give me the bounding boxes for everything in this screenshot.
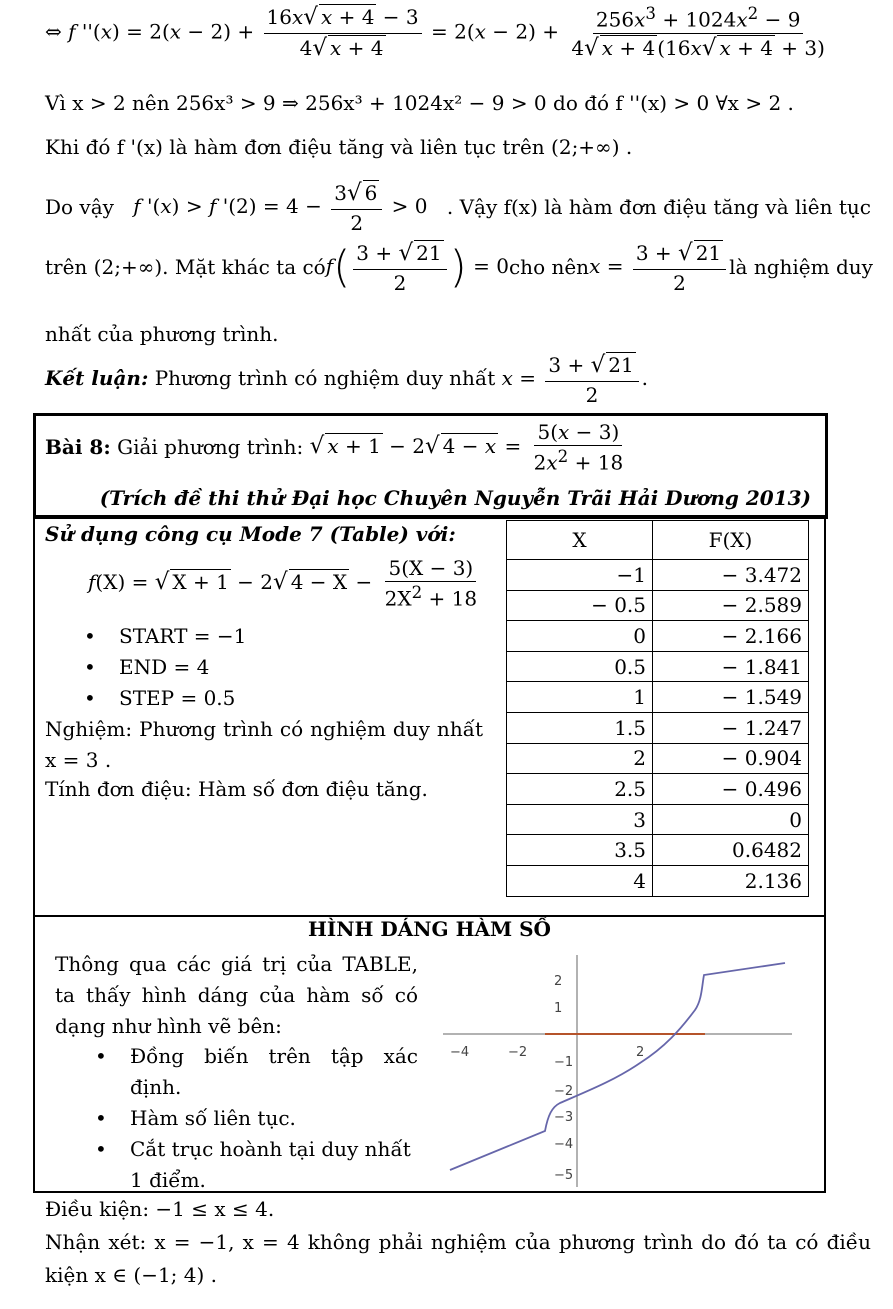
ketluan-text: Phương trình có nghiệm duy nhất <box>154 365 496 390</box>
formula-x-root: x = $\frac{3 + √ 21}{2}$ <box>589 240 729 295</box>
bai8-line <box>45 420 629 475</box>
table-row <box>507 865 809 896</box>
cell-x: −1 <box>507 560 653 591</box>
cell-f: − 2.166 <box>653 621 809 652</box>
graph-y-tick: −2 <box>554 1084 574 1099</box>
shape-bullets <box>130 1041 418 1196</box>
graph-curve <box>450 963 785 1170</box>
graph-x-tick: −4 <box>450 1045 470 1060</box>
graph-y-tick: −5 <box>554 1168 574 1183</box>
nhanxet-2: kiện x ∈ (−1; 4) . <box>45 1263 218 1287</box>
cell-f: 2.136 <box>653 865 809 896</box>
tool-tinh-don-dieu: Tính đơn điệu: Hàm số đơn điệu tăng. <box>45 777 428 801</box>
formula-f-root: f( $\frac{3 + √ 21}{2}$ ) = 0 <box>325 240 509 295</box>
cell-f: 0 <box>653 804 809 835</box>
ketluan: Kết luận: Phương trình có nghiệm duy nhất x = $\frac{3 + √ 21}{2}$ . <box>45 352 649 407</box>
graph-y-tick: 2 <box>554 974 563 989</box>
cell-f: − 2.589 <box>653 590 809 621</box>
table-row <box>507 682 809 713</box>
tool-heading: Sử dụng công cụ Mode 7 (Table) với: <box>45 522 456 546</box>
text-line-4c: là nghiệm duy <box>729 255 873 280</box>
shape-bullet-1: • Đồng biến trên tập xác định. <box>130 1041 418 1103</box>
cell-x: 3.5 <box>507 835 653 866</box>
cell-f: − 1.247 <box>653 712 809 743</box>
cell-x: 0.5 <box>507 651 653 682</box>
text-line-1: Vì x > 2 nên 256x³ > 9 ⇒ 256x³ + 1024x² − 9 > 0 do đó f ''(x) > 0 ∀x > 2 . <box>45 91 794 115</box>
graph-x-tick: −2 <box>508 1045 528 1060</box>
shape-bullet-3: • Cắt trục hoành tại duy nhất 1 điểm. <box>130 1134 418 1196</box>
formula-fprime: f '(x) > f '(2) = 4 − $\frac{3√ 6}{2}$ > 0 <box>133 180 428 235</box>
bai8-equation: √ x + 1 − 2√ 4 − x = $\frac{5(x - 3)}{2x^2 + 18}$ <box>309 420 624 475</box>
tool-params <box>119 621 246 714</box>
table-header <box>507 521 809 560</box>
table-row <box>507 590 809 621</box>
shape-bullet-2: • Hàm số liên tục. <box>130 1103 418 1134</box>
table-row <box>507 835 809 866</box>
graph-y-tick: −1 <box>554 1055 574 1070</box>
ketluan-label: Kết luận: <box>45 365 149 390</box>
text-line-4 <box>45 240 871 295</box>
text-line-4a: trên (2;+∞). Mặt khác ta có <box>45 255 326 280</box>
cell-x: 3 <box>507 804 653 835</box>
text-line-2: Khi đó f '(x) là hàm đơn điệu tăng và liên tục trên (2;+∞) . <box>45 135 633 159</box>
table-row <box>507 621 809 652</box>
dieukien: Điều kiện: −1 ≤ x ≤ 4. <box>45 1197 275 1221</box>
graph-y-tick: −3 <box>554 1110 574 1125</box>
cell-f: − 1.841 <box>653 651 809 682</box>
cell-f: − 3.472 <box>653 560 809 591</box>
cell-x: 2 <box>507 743 653 774</box>
cell-f: − 0.496 <box>653 774 809 805</box>
param-start: • START = −1 <box>119 621 246 652</box>
graph-y-tick: −4 <box>554 1137 574 1152</box>
text-line-4b: cho nên <box>508 255 590 280</box>
bai8-text: Giải phương trình: <box>117 435 304 460</box>
table-row <box>507 560 809 591</box>
table-row <box>507 743 809 774</box>
text-line-3b: . Vậy f(x) là hàm đơn điệu tăng và liên tục <box>446 195 871 220</box>
cell-x: 1.5 <box>507 712 653 743</box>
table-row <box>507 774 809 805</box>
table-row <box>507 651 809 682</box>
tool-nghiem: Nghiệm: Phương trình có nghiệm duy nhất x = 3 . <box>45 717 483 772</box>
shape-intro: Thông qua các giá trị của TABLE, ta thấy hình dáng của hàm số có dạng như hình vẽ bên: <box>55 952 418 1038</box>
shape-title: HÌNH DÁNG HÀM SỐ <box>308 917 551 941</box>
param-step: • STEP = 0.5 <box>119 683 246 714</box>
function-graph <box>440 955 800 1190</box>
tool-formula: f(X) = √ X + 1 − 2√ 4 − X − $\frac{5(X - 3)}{2X^2 + 18}$ <box>88 556 478 611</box>
graph-y-tick: 1 <box>554 1001 563 1016</box>
cell-x: − 0.5 <box>507 590 653 621</box>
col-f: F(X) <box>653 521 809 560</box>
table-row <box>507 804 809 835</box>
cell-f: − 1.549 <box>653 682 809 713</box>
table-row <box>507 712 809 743</box>
graph-x-tick: 2 <box>636 1045 645 1060</box>
cell-f: − 0.904 <box>653 743 809 774</box>
cell-x: 1 <box>507 682 653 713</box>
bai8-source: (Trích đề thi thử Đại học Chuyên Nguyễn Trãi Hải Dương 2013) <box>99 486 811 510</box>
cell-x: 2.5 <box>507 774 653 805</box>
cell-f: 0.6482 <box>653 835 809 866</box>
param-end: • END = 4 <box>119 652 246 683</box>
cell-x: 4 <box>507 865 653 896</box>
col-x: X <box>507 521 653 560</box>
bai8-label: Bài 8: <box>45 435 111 460</box>
text-line-5: nhất của phương trình. <box>45 322 279 346</box>
values-table <box>506 520 809 897</box>
text-line-3 <box>45 180 871 235</box>
text-line-3a: Do vậy <box>45 195 114 220</box>
nhanxet-1: Nhận xét: x = −1, x = 4 không phải nghiệm của phương trình do đó ta có điều <box>45 1230 871 1254</box>
cell-x: 0 <box>507 621 653 652</box>
formula-fpp: ⇔ f ''(x) = 2(x − 2) + $\frac{16x√ x + 4 - 3}{4√ x + 4}$ = 2(x − 2) + $\frac{256x^3 + 1024x^2 - 9}{4√ x + 4 (16x√ x + 4 + 3)}$ <box>45 4 825 61</box>
